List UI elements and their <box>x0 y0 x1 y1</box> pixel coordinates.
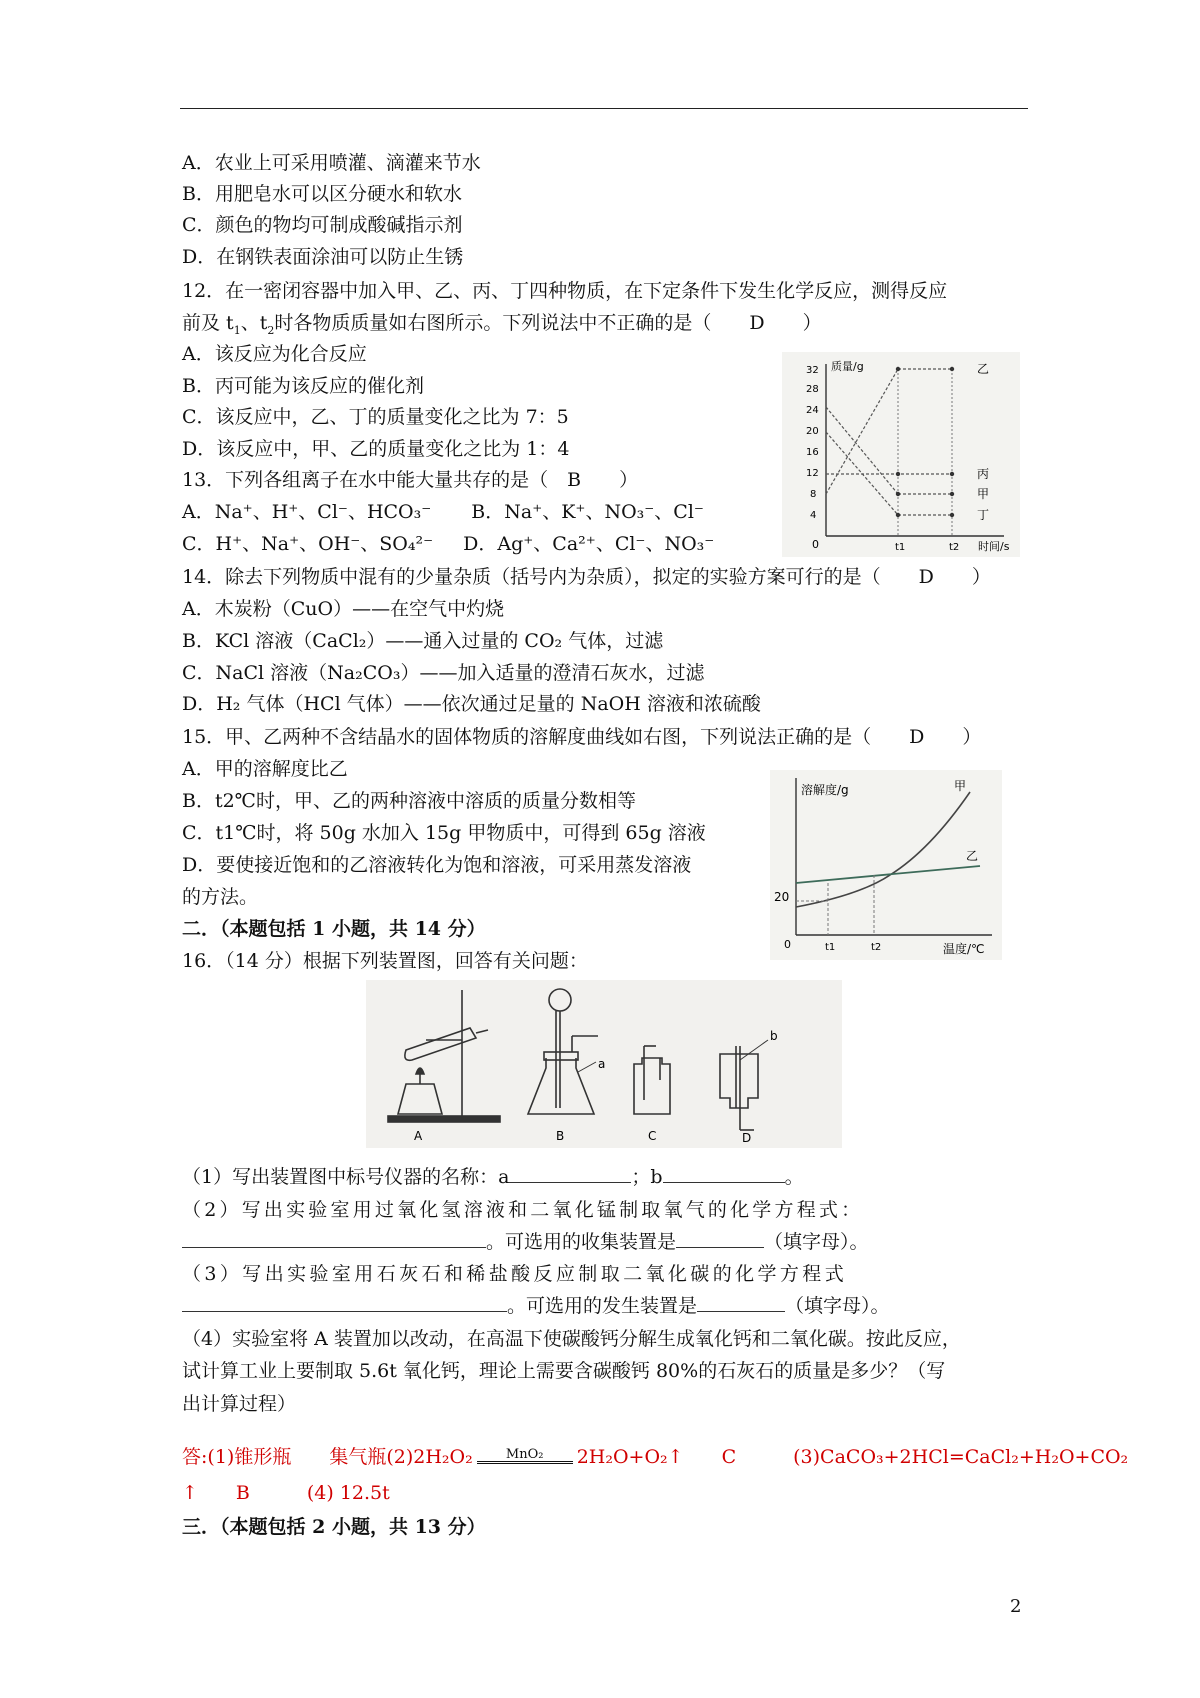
apparatus-label-a: A <box>414 1129 423 1143</box>
q11-option-c: C．颜色的物均可制成酸碱指示剂 <box>182 214 463 236</box>
chart15-label-jia: 甲 <box>954 779 967 793</box>
answer-blank-equation-co2[interactable] <box>182 1293 507 1312</box>
q16-part4-line3: 出计算过程） <box>182 1393 297 1415</box>
chart12-xtick-t1: t1 <box>895 542 906 553</box>
chart15-xtick-t1: t1 <box>825 942 836 953</box>
chart15-ylabel: 溶解度/g <box>801 783 849 797</box>
series-jia-line <box>826 407 898 494</box>
chart12-label-yi: 乙 <box>977 362 990 376</box>
chart12-ytick-16: 16 <box>806 447 819 458</box>
q12-option-b: B．丙可能为该反应的催化剂 <box>182 375 424 397</box>
chart15-origin: 0 <box>784 938 791 951</box>
q12-option-a: A．该反应为化合反应 <box>182 343 367 365</box>
chart12-ylabel: 质量/g <box>831 360 864 373</box>
chart12-ytick-12: 12 <box>806 468 819 479</box>
q13-options-cd: C．H⁺、Na⁺、OH⁻、SO₄²⁻ D．Ag⁺、Ca²⁺、Cl⁻、NO₃⁻ <box>182 533 715 555</box>
solubility-chart <box>770 770 1002 960</box>
chart12-label-bing: 丙 <box>977 467 990 481</box>
header-rule <box>180 108 1028 109</box>
q16-part4-line1: （4）实验室将 A 装置加以改动，在高温下使碳酸钙分解生成氧化钙和二氧化碳。按此反应， <box>182 1328 961 1350</box>
answer-blank-generator[interactable] <box>697 1293 785 1312</box>
section-3-heading: 三．（本题包括 2 小题，共 13 分） <box>182 1516 486 1538</box>
q11-option-b: B．用肥皂水可以区分硬水和软水 <box>182 183 462 205</box>
apparatus-label-d: D <box>742 1131 752 1145</box>
answer-blank-equation-o2[interactable] <box>182 1229 486 1248</box>
chart12-ytick-4: 4 <box>810 510 817 521</box>
q12-stem-line1: 12．在一密闭容器中加入甲、乙、丙、丁四种物质，在下定条件下发生化学反应，测得反应 <box>182 280 948 302</box>
q16-part3-line1: （3）写出实验室用石灰石和稀盐酸反应制取二氧化碳的化学方程式 <box>182 1263 848 1285</box>
chart15-ytick-20: 20 <box>774 890 790 904</box>
series-yi-line <box>826 369 898 494</box>
apparatus-a <box>388 990 500 1122</box>
q12-option-d: D．该反应中，甲、乙的质量变化之比为 1：4 <box>182 438 570 460</box>
chart12-origin: 0 <box>812 538 819 551</box>
q15-option-a: A．甲的溶解度比乙 <box>182 758 348 780</box>
q16-part3-line2: 。可选用的发生装置是 （填字母）。 <box>182 1293 890 1319</box>
series-jia-curve <box>796 792 970 907</box>
chart12-ytick-32: 32 <box>806 365 819 376</box>
chart12-label-ding: 丁 <box>977 508 990 522</box>
q15-option-d-cont: 的方法。 <box>182 886 259 908</box>
chart12-ytick-20: 20 <box>806 426 819 437</box>
q12-stem-line2: 前及 $t_1$、$t_2$时各物质质量如右图所示。下列说法中不正确的是（ D ） <box>182 312 822 337</box>
mass-time-chart <box>782 352 1020 557</box>
q11-option-d: D．在钢铁表面涂油可以防止生锈 <box>182 246 464 268</box>
q15-stem: 15．甲、乙两种不含结晶水的固体物质的溶解度曲线如右图，下列说法正确的是（ D ） <box>182 726 982 748</box>
pointer-label-a: a <box>598 1057 606 1071</box>
apparatus-label-c: C <box>648 1129 657 1143</box>
answer-blank-collection[interactable] <box>676 1229 764 1248</box>
q16-part4-line2: 试计算工业上要制取 5.6t 氧化钙，理论上需要含碳酸钙 80%的石灰石的质量是多少？（写 <box>182 1360 946 1382</box>
section-2-heading: 二．（本题包括 1 小题，共 14 分） <box>182 918 486 940</box>
q14-option-c: C．NaCl 溶液（Na₂CO₃）——加入适量的澄清石灰水，过滤 <box>182 662 705 684</box>
pointer-label-b: b <box>770 1029 778 1043</box>
catalyst-arrow: MnO₂ <box>477 1448 573 1468</box>
q14-option-d: D．H₂ 气体（HCl 气体）——依次通过足量的 NaOH 溶液和浓硫酸 <box>182 693 761 715</box>
answer-blank-a[interactable] <box>509 1164 631 1183</box>
q16-part2-line1: （2）写出实验室用过氧化氢溶液和二氧化锰制取氧气的化学方程式： <box>182 1199 864 1221</box>
q13-options-ab: A．Na⁺、H⁺、Cl⁻、HCO₃⁻ B．Na⁺、K⁺、NO₃⁻、Cl⁻ <box>182 501 704 523</box>
answer-line1: 答:(1)锥形瓶 集气瓶(2)2H₂O₂ MnO₂ 2H₂O+O₂↑ C (3)CaCO₃+2HCl=CaCl₂+H₂O+CO₂ <box>182 1446 1129 1468</box>
series-yi-line <box>796 866 980 883</box>
q14-option-b: B．KCl 溶液（CaCl₂）——通入过量的 CO₂ 气体，过滤 <box>182 630 664 652</box>
q14-option-a: A．木炭粉（CuO）——在空气中灼烧 <box>182 598 505 620</box>
q16-part1: （1）写出装置图中标号仪器的名称：a ；b 。 <box>182 1166 804 1188</box>
chart12-xtick-t2: t2 <box>949 542 960 553</box>
apparatus-figure <box>366 980 842 1148</box>
chart12-ytick-24: 24 <box>806 405 819 416</box>
chart12-xlabel: 时间/s <box>978 540 1010 553</box>
apparatus-d <box>720 1040 768 1130</box>
q15-option-d: D．要使接近饱和的乙溶液转化为饱和溶液，可采用蒸发溶液 <box>182 854 692 876</box>
q15-option-c: C．t1℃时，将 50g 水加入 15g 甲物质中，可得到 65g 溶液 <box>182 822 706 844</box>
q13-stem: 13．下列各组离子在水中能大量共存的是（ B ） <box>182 469 639 491</box>
q16-stem: 16．（14 分）根据下列装置图，回答有关问题： <box>182 950 588 972</box>
page-number: 2 <box>1010 1596 1022 1617</box>
q14-stem: 14．除去下列物质中混有的少量杂质（括号内为杂质），拟定的实验方案可行的是（ D ） <box>182 566 991 588</box>
apparatus-label-b: B <box>556 1129 565 1143</box>
chart12-label-jia: 甲 <box>977 487 990 501</box>
q11-option-a: A．农业上可采用喷灌、滴灌来节水 <box>182 152 481 174</box>
q15-option-b: B．t2℃时，甲、乙的两种溶液中溶质的质量分数相等 <box>182 790 636 812</box>
q16-part2-line2: 。可选用的收集装置是 （填字母）。 <box>182 1229 869 1255</box>
answer-line2: ↑ B (4) 12.5t <box>182 1482 390 1504</box>
chart15-xtick-t2: t2 <box>871 942 882 953</box>
apparatus-c <box>634 1046 670 1114</box>
apparatus-b <box>528 989 598 1114</box>
q12-option-c: C．该反应中，乙、丁的质量变化之比为 7：5 <box>182 406 569 428</box>
chart12-ytick-8: 8 <box>810 489 817 500</box>
chart15-label-yi: 乙 <box>966 849 979 863</box>
answer-blank-b[interactable] <box>663 1164 785 1183</box>
chart12-ytick-28: 28 <box>806 384 819 395</box>
chart15-xlabel: 温度/℃ <box>943 942 985 956</box>
